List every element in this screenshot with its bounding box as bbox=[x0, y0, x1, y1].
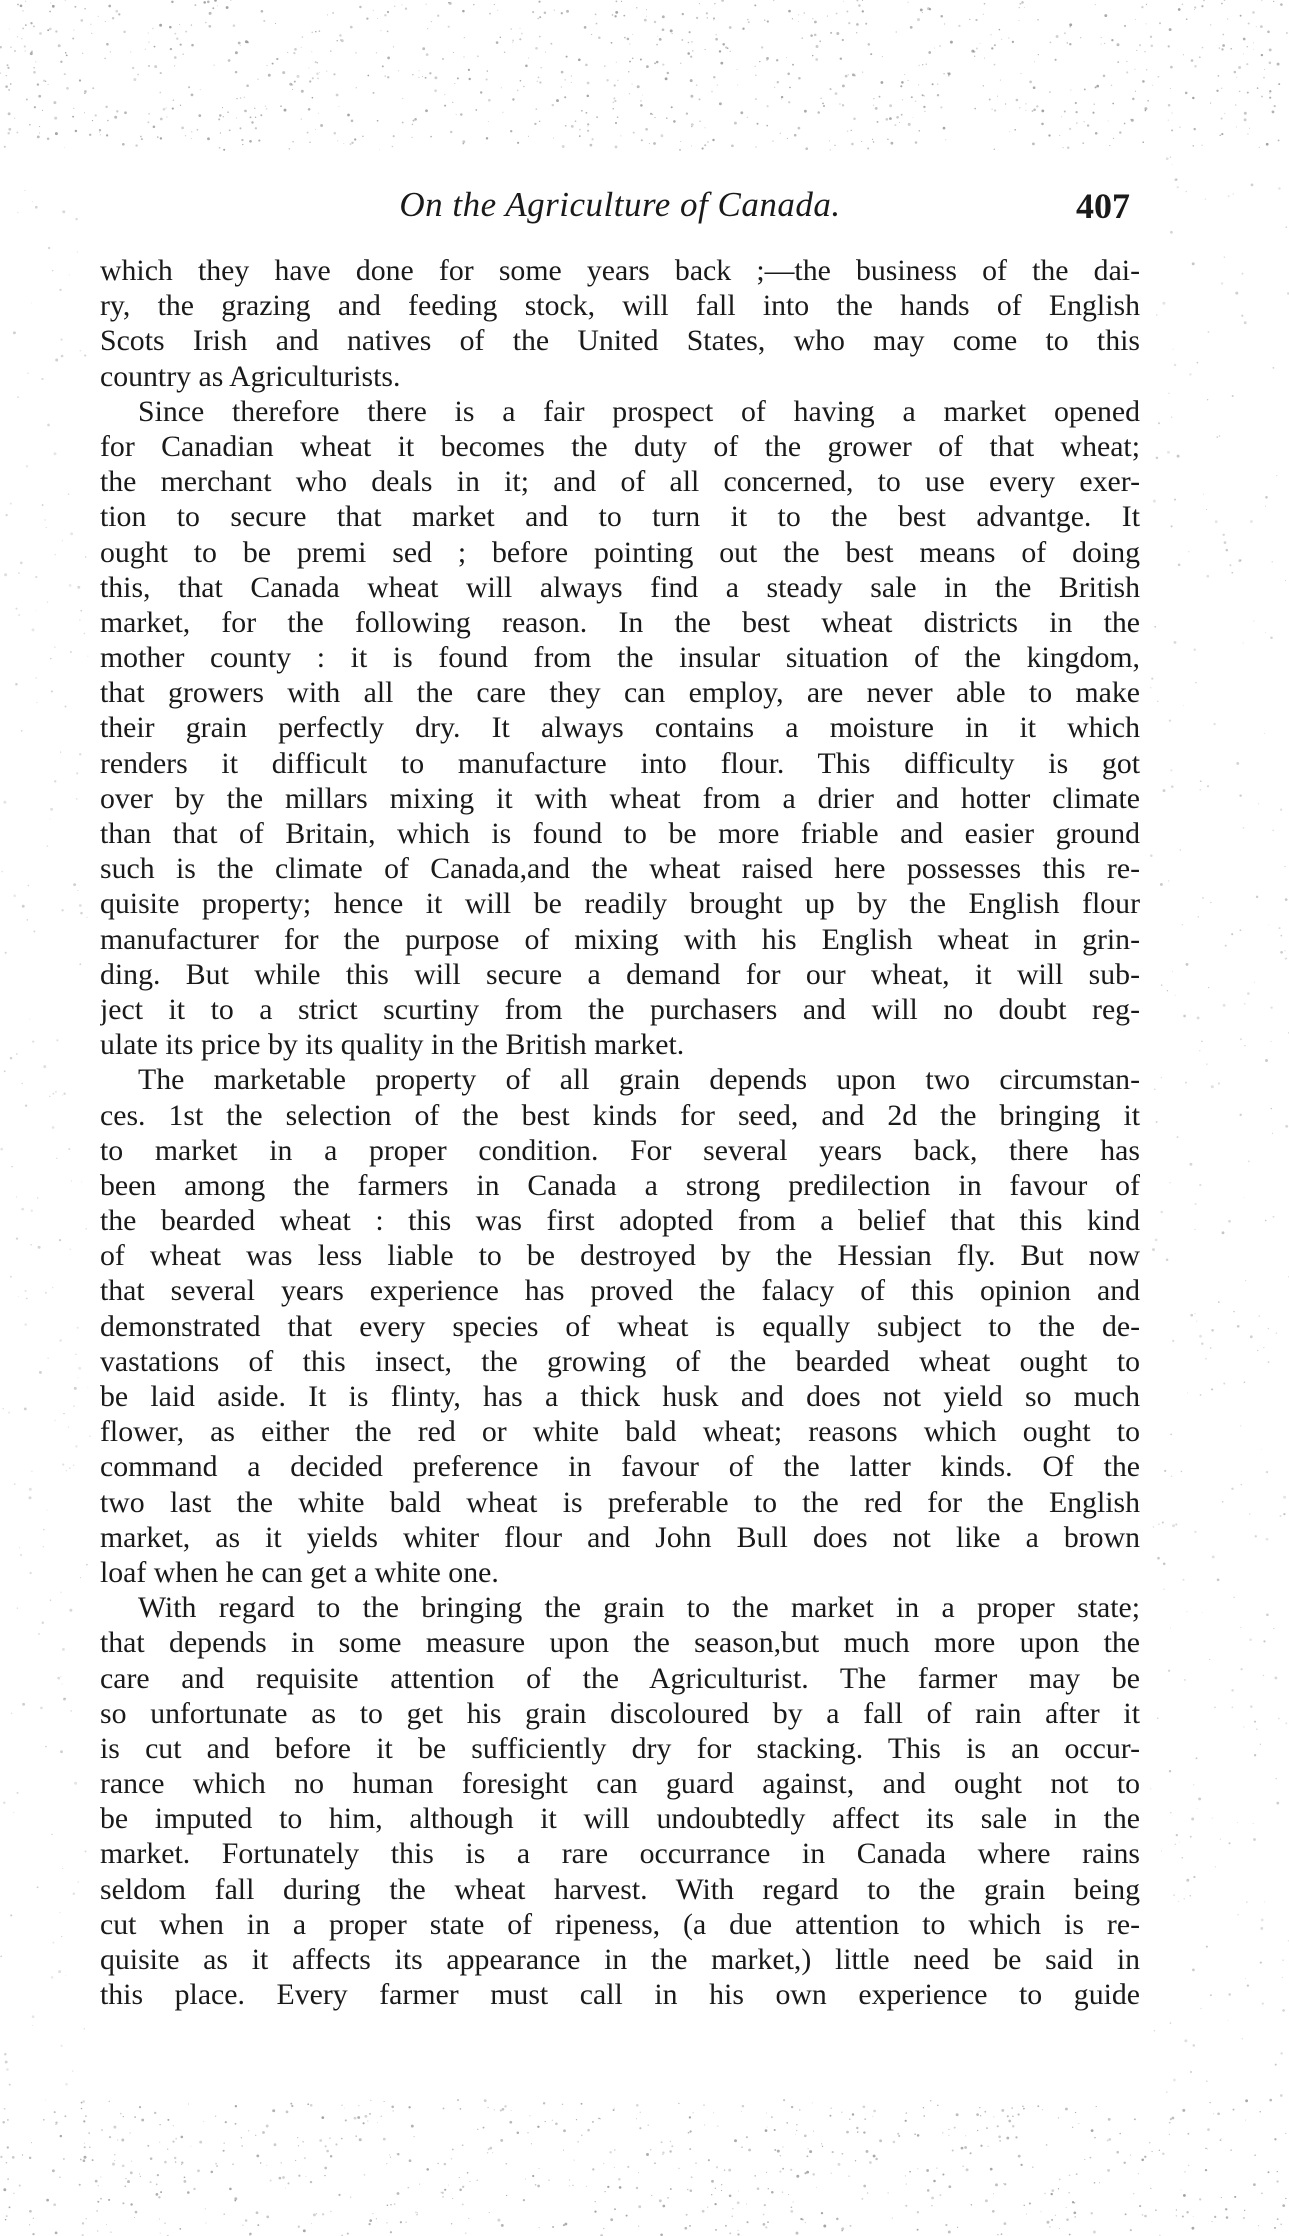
page-header bbox=[100, 185, 1140, 241]
running-title: On the Agriculture of Canada. bbox=[399, 185, 841, 224]
page-number: 407 bbox=[1076, 186, 1130, 226]
text-line: vastations of this insect, the growing of the bearded wheat ought to bbox=[100, 1344, 1140, 1378]
text-line: market. Fortunately this is a rare occurrance in Canada where rains bbox=[100, 1837, 1140, 1871]
text-line: mother county : it is found from the insular situation of the kingdom, bbox=[100, 641, 1140, 675]
book-page bbox=[100, 185, 1140, 2012]
text-line: ulate its price by its quality in the British market. bbox=[100, 1028, 685, 1062]
text-line: be laid aside. It is flinty, has a thick husk and does not yield so much bbox=[100, 1380, 1140, 1413]
text-line: country as Agriculturists. bbox=[100, 359, 401, 393]
text-line: ought to be premi sed ; before pointing out the best means of doing bbox=[100, 535, 1140, 569]
text-line: that growers with all the care they can employ, are never able to make bbox=[100, 676, 1140, 710]
text-line: two last the white bald wheat is preferable to the red for the English bbox=[100, 1485, 1140, 1519]
text-line: ces. 1st the selection of the best kinds for seed, and 2d the bringing it bbox=[100, 1098, 1140, 1132]
text-line: flower, as either the red or white bald wheat; reasons which ought to bbox=[100, 1415, 1140, 1449]
text-line: With regard to the bringing the grain to the market in a proper state; bbox=[138, 1591, 1140, 1625]
text-line: over by the millars mixing it with wheat from a drier and hotter climate bbox=[100, 781, 1140, 815]
text-line: seldom fall during the wheat harvest. With regard to the grain being bbox=[100, 1872, 1140, 1906]
text-line: rance which no human foresight can guard against, and ought not to bbox=[100, 1767, 1140, 1801]
text-line: command a decided preference in favour of the latter kinds. Of the bbox=[100, 1450, 1140, 1484]
text-line: Since therefore there is a fair prospect of having a market opened bbox=[138, 394, 1140, 428]
text-line: the merchant who deals in it; and of all concerned, to use every exer- bbox=[100, 465, 1140, 499]
text-line: ry, the grazing and feeding stock, will fall into the hands of English bbox=[100, 289, 1140, 323]
text-line: quisite as it affects its appearance in the market,) little need be said in bbox=[100, 1943, 1140, 1976]
text-line: demonstrated that every species of wheat is equally subject to the de- bbox=[100, 1309, 1140, 1343]
text-line: the bearded wheat : this was first adopted from a belief that this kind bbox=[100, 1204, 1140, 1238]
text-line: care and requisite attention of the Agriculturist. The farmer may be bbox=[100, 1661, 1140, 1695]
text-line: be imputed to him, although it will undoubtedly affect its sale in the bbox=[100, 1802, 1140, 1836]
text-line: this, that Canada wheat will always find a steady sale in the British bbox=[100, 570, 1140, 604]
text-line: such is the climate of Canada,and the wheat raised here possesses this re- bbox=[100, 852, 1140, 886]
text-line: manufacturer for the purpose of mixing with his English wheat in grin- bbox=[100, 922, 1140, 956]
text-line: ding. But while this will secure a demand for our wheat, it will sub- bbox=[100, 957, 1140, 991]
text-line: that depends in some measure upon the season,but much more upon the bbox=[100, 1626, 1140, 1660]
text-line: ject it to a strict scurtiny from the purchasers and will no doubt reg- bbox=[100, 992, 1140, 1026]
text-line: The marketable property of all grain depends upon two circumstan- bbox=[138, 1063, 1140, 1097]
text-line: market, for the following reason. In the best wheat districts in the bbox=[100, 605, 1140, 639]
text-line: which they have done for some years back ;—the business of the dai- bbox=[100, 254, 1140, 287]
text-line: their grain perfectly dry. It always contains a moisture in it which bbox=[100, 711, 1140, 745]
text-line: for Canadian wheat it becomes the duty of the grower of that wheat; bbox=[100, 429, 1140, 463]
text-line: that several years experience has proved the falacy of this opinion and bbox=[100, 1274, 1140, 1308]
text-line: been among the farmers in Canada a strong predilection in favour of bbox=[100, 1168, 1140, 1202]
text-line: Scots Irish and natives of the United States, who may come to this bbox=[100, 324, 1140, 358]
text-line: to market in a proper condition. For several years back, there has bbox=[100, 1133, 1140, 1167]
text-line: is cut and before it be sufficiently dry for stacking. This is an occur- bbox=[100, 1731, 1140, 1765]
text-line: than that of Britain, which is found to be more friable and easier ground bbox=[100, 817, 1140, 850]
body-text bbox=[100, 253, 1140, 2012]
text-line: this place. Every farmer must call in his own experience to guide bbox=[100, 1978, 1140, 2012]
text-line: tion to secure that market and to turn it to the best advantge. It bbox=[100, 500, 1140, 534]
text-line: market, as it yields whiter flour and John Bull does not like a brown bbox=[100, 1520, 1140, 1554]
text-line: renders it difficult to manufacture into flour. This difficulty is got bbox=[100, 746, 1140, 780]
text-line: loaf when he can get a white one. bbox=[100, 1555, 499, 1589]
text-line: quisite property; hence it will be readily brought up by the English flour bbox=[100, 887, 1140, 921]
text-line: cut when in a proper state of ripeness, (a due attention to which is re- bbox=[100, 1907, 1140, 1941]
text-line: so unfortunate as to get his grain discoloured by a fall of rain after it bbox=[100, 1696, 1140, 1730]
text-line: of wheat was less liable to be destroyed by the Hessian fly. But now bbox=[100, 1239, 1140, 1273]
